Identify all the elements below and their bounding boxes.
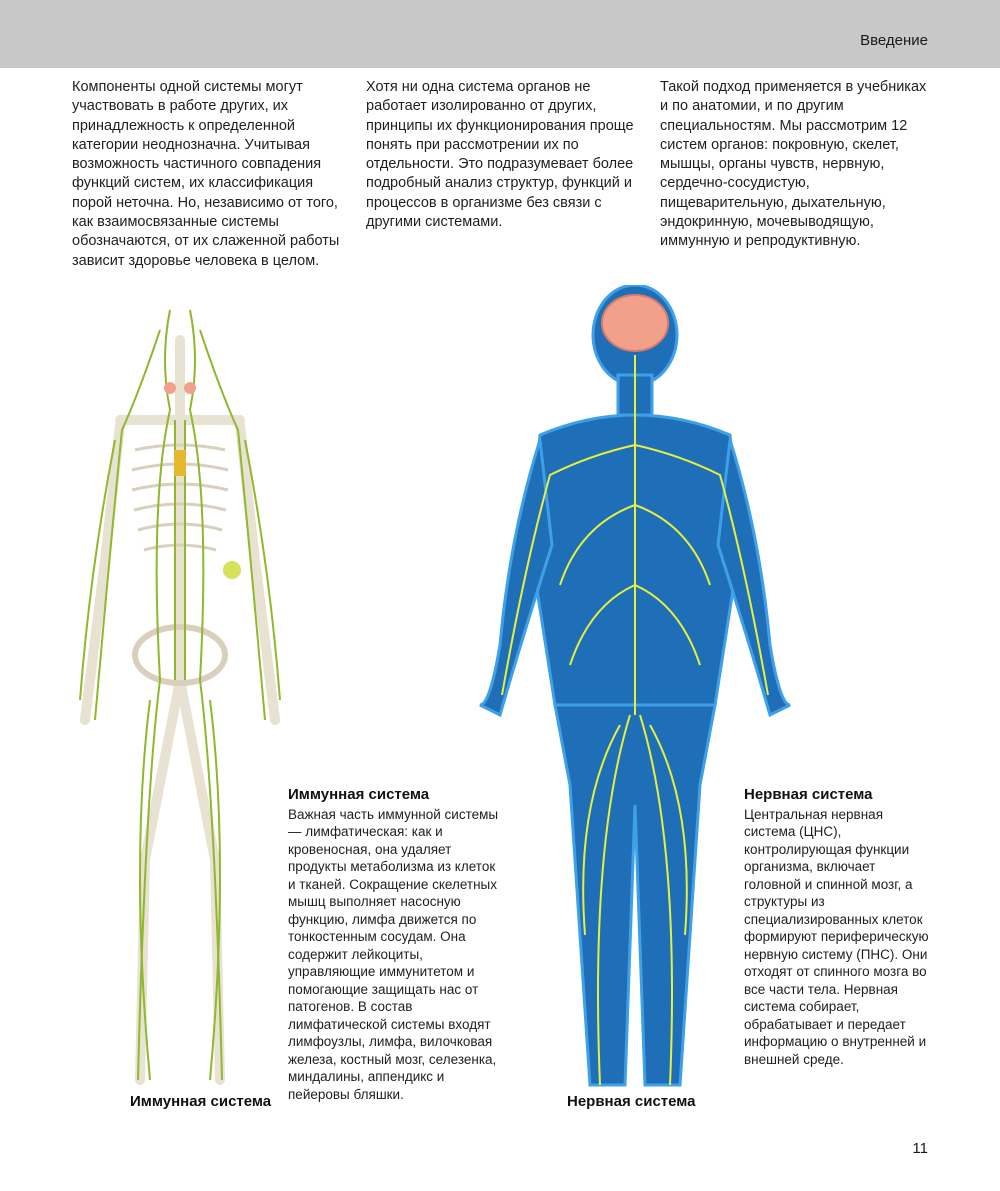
nervous-caption: Нервная система — [567, 1093, 696, 1110]
intro-column-3 — [660, 78, 932, 252]
header-band — [0, 0, 1000, 68]
intro-paragraph-2: Хотя ни одна система органов не работает изолированно от других, принципы их функционирования проще понять при рассмотрении их по отдельности. Это подразумевает более подробный анализ структур, функций и процессов в организме без связи с другими системами. — [366, 79, 634, 231]
immune-title: Иммунная система — [288, 786, 430, 803]
immune-caption: Иммунная система — [130, 1093, 272, 1110]
intro-paragraph-1: Компоненты одной системы могут участвовать в работе других, их принадлежность к определенной категории неоднозначна. Учитывая возможность частичного совпадения функций систем, их классификация порой неточна. Но, независимо от того, как взаимосвязанные системы обозначаются, от их слаженной работы зависит здоровье человека в целом. — [72, 79, 340, 269]
immune-text: Важная часть иммунной системы — лимфатическая: как и кровеносная, она удаляет продукты метаболизма из клеток и тканей. Сокращение скелетных мышц выполняет насосную функцию, лимфа движется по тонкостенным сосудам. Она содержит лейкоциты, управляющие иммунитетом и помогающие защищать нас от патогенов. В состав лимфатической системы входят лимфоузлы, лимфа, вилочковая железа, костный мозг, селезенка, миндалины, аппендикс и пейеровы бляшки. — [288, 806, 499, 1102]
page-number: 11 — [912, 1140, 928, 1157]
immune-system-illustration — [60, 300, 300, 1100]
nervous-description — [744, 786, 934, 1068]
intro-column-2 — [366, 78, 638, 232]
nervous-text: Центральная нервная система (ЦНС), контролирующая функции организма, включает головной и спинной мозг, а структуры из специализированных клеток формируют периферическую нервную систему (ПНС). Они отходят от спинного мозга во все части тела. Нервная система собирает, обрабатывает и передает информацию о внутренней и внешней среде. — [744, 806, 929, 1067]
section-label: Введение — [860, 32, 928, 49]
intro-paragraph-3: Такой подход применяется в учебниках и по анатомии, и по другим специальностям. Мы рассмотрим 12 систем органов: покровную, скелет, мышцы, органы чувств, нервную, сердечно-сосудистую, пищеварительную, дыхательную, эндокринную, мочевыводящую, иммунную и репродуктивную. — [660, 79, 927, 250]
intro-column-1 — [72, 78, 344, 271]
nervous-title: Нервная система — [744, 786, 873, 803]
immune-description — [288, 786, 503, 1103]
